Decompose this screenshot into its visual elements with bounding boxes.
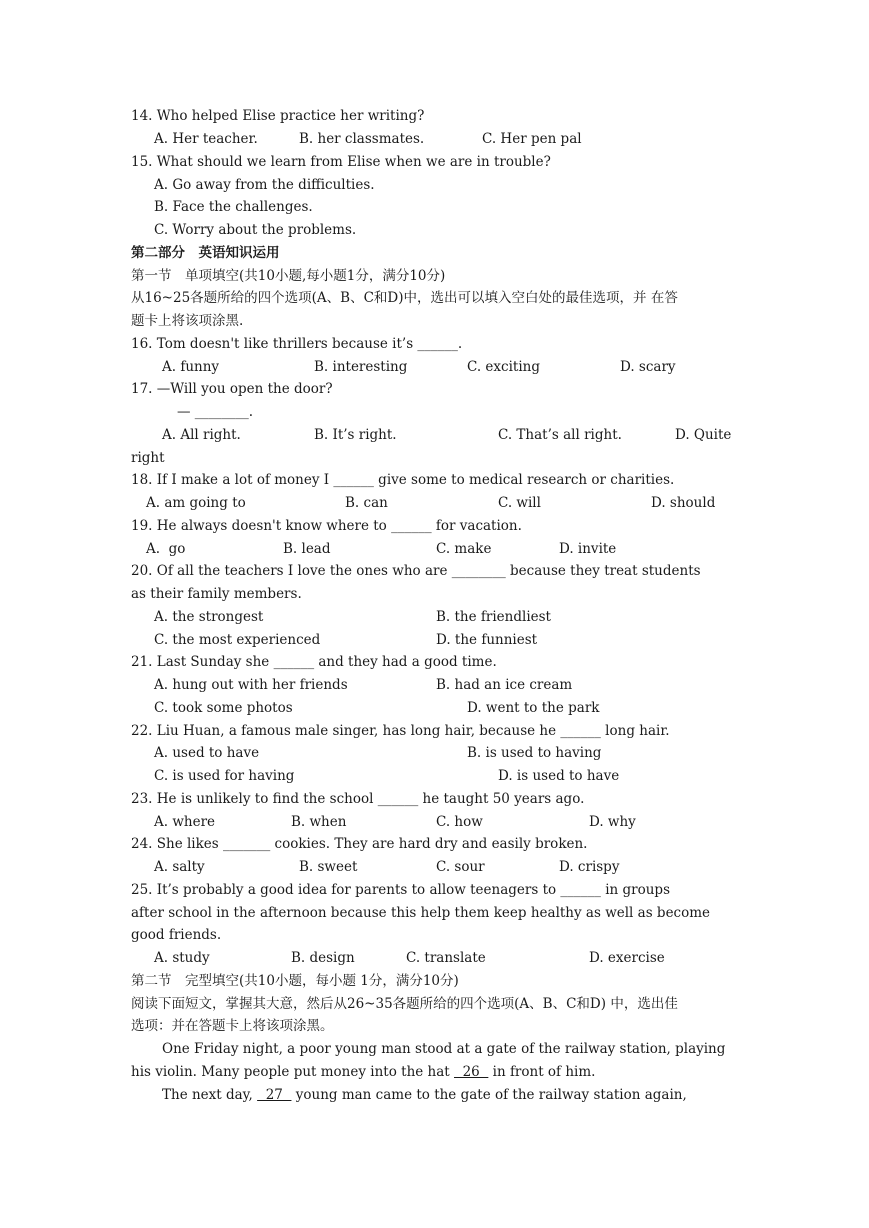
q22-stem: 22. Liu Huan, a famous male singer, has long hair, because he ______ long hair. (131, 723, 670, 739)
q19-stem: 19. He always doesn't know where to ______ for vacation. (131, 518, 522, 534)
q18-stem: 18. If I make a lot of money I ______ give some to medical research or charities. (131, 472, 675, 488)
q20-option-b: B. the friendliest (436, 609, 551, 625)
q14-stem: 14. Who helped Elise practice her writing? (131, 108, 425, 124)
q18-option-a: A. am going to (146, 495, 246, 511)
q17-stem: 17. —Will you open the door? (131, 381, 333, 397)
blank-26: 26 (454, 1064, 489, 1080)
sec2-title: 第二节 完型填空(共10小题，每小题 1分，满分10分) (131, 973, 459, 989)
sec2-instruction-2: 选项：并在答题卡上将该项涂黑。 (131, 1018, 334, 1034)
q16-stem: 16. Tom doesn't like thrillers because it’s ______. (131, 336, 463, 352)
passage-line-2-start: his violin. Many people put money into the hat (131, 1064, 454, 1080)
q21-option-a: A. hung out with her friends (154, 677, 348, 693)
q20-stem-continued: as their family members. (131, 586, 302, 602)
q21-option-b: B. had an ice cream (436, 677, 573, 693)
passage-line-3 (162, 1085, 687, 1105)
q19-option-c: C. make (436, 541, 492, 557)
passage-line-3-start: The next day, (162, 1087, 258, 1103)
sec1-title: 第一节 单项填空(共10小题,每小题1分，满分10分) (131, 268, 446, 284)
q20-option-d: D. the funniest (436, 632, 538, 648)
passage-line-3-end: young man came to the gate of the railway station again, (291, 1087, 687, 1103)
q23-option-a: A. where (154, 814, 216, 830)
q19-option-b: B. lead (283, 541, 331, 557)
q15-option-c: C. Worry about the problems. (154, 222, 357, 238)
q18-option-b: B. can (345, 495, 388, 511)
q14-option-b: B. her classmates. (299, 131, 425, 147)
q19-option-a: A. go (146, 541, 186, 557)
q24-option-a: A. salty (154, 859, 205, 875)
q18-option-c: C. will (498, 495, 541, 511)
q23-option-c: C. how (436, 814, 483, 830)
q15-stem: 15. What should we learn from Elise when we are in trouble? (131, 154, 551, 170)
q23-option-d: D. why (589, 814, 636, 830)
q17-option-c: C. That’s all right. (498, 427, 622, 443)
q20-stem: 20. Of all the teachers I love the ones who are ________ because they treat students (131, 563, 701, 579)
sec2-instruction-1: 阅读下面短文，掌握其大意，然后从26~35各题所给的四个选项(A、B、C和D) 中，选出佳 (131, 996, 678, 1012)
passage-line-2-end: in front of him. (488, 1064, 596, 1080)
q25-option-c: C. translate (406, 950, 486, 966)
q21-option-d: D. went to the park (467, 700, 600, 716)
q21-stem: 21. Last Sunday she ______ and they had a good time. (131, 654, 497, 670)
q19-option-d: D. invite (559, 541, 617, 557)
q21-option-c: C. took some photos (154, 700, 293, 716)
q14-option-c: C. Her pen pal (482, 131, 582, 147)
q15-option-b: B. Face the challenges. (154, 199, 313, 215)
q16-option-a: A. funny (162, 359, 220, 375)
q24-option-d: D. crispy (559, 859, 620, 875)
sec1-instruction-1: 从16~25各题所给的四个选项(A、B、C和D)中，选出可以填入空白处的最佳选项，并 在答 (131, 290, 678, 306)
q14-option-a: A. Her teacher. (154, 131, 258, 147)
q25-stem: 25. It’s probably a good idea for parents to allow teenagers to ______ in groups (131, 882, 670, 898)
q25-option-a: A. study (154, 950, 210, 966)
q23-stem: 23. He is unlikely to find the school ______ he taught 50 years ago. (131, 791, 585, 807)
blank-27: 27 (257, 1087, 292, 1103)
q16-option-b: B. interesting (314, 359, 408, 375)
sec1-instruction-2: 题卡上将该项涂黑. (131, 313, 244, 329)
passage-line-2 (131, 1062, 595, 1082)
q25-option-b: B. design (291, 950, 355, 966)
q22-option-c: C. is used for having (154, 768, 295, 784)
q22-option-d: D. is used to have (498, 768, 620, 784)
q16-option-c: C. exciting (467, 359, 540, 375)
part2-title: 第二部分 英语知识运用 (131, 245, 280, 261)
q20-option-a: A. the strongest (154, 609, 264, 625)
q18-option-d: D. should (651, 495, 716, 511)
q25-option-d: D. exercise (589, 950, 665, 966)
q22-option-b: B. is used to having (467, 745, 602, 761)
q24-stem: 24. She likes _______ cookies. They are hard dry and easily broken. (131, 836, 588, 852)
q24-option-c: C. sour (436, 859, 485, 875)
q17-reply: — ________. (177, 404, 254, 420)
q25-stem-line3: good friends. (131, 927, 222, 943)
q17-option-d: D. Quite (675, 427, 732, 443)
q15-option-a: A. Go away from the difficulties. (154, 177, 375, 193)
q17-option-b: B. It’s right. (314, 427, 397, 443)
q24-option-b: B. sweet (299, 859, 358, 875)
q17-option-d-continued: right (131, 450, 165, 466)
q22-option-a: A. used to have (154, 745, 260, 761)
passage-line-1: One Friday night, a poor young man stood at a gate of the railway station, playing (162, 1041, 726, 1057)
q25-stem-line2: after school in the afternoon because this help them keep healthy as well as become (131, 905, 711, 921)
q20-option-c: C. the most experienced (154, 632, 321, 648)
q16-option-d: D. scary (620, 359, 676, 375)
q23-option-b: B. when (291, 814, 347, 830)
q17-option-a: A. All right. (162, 427, 241, 443)
